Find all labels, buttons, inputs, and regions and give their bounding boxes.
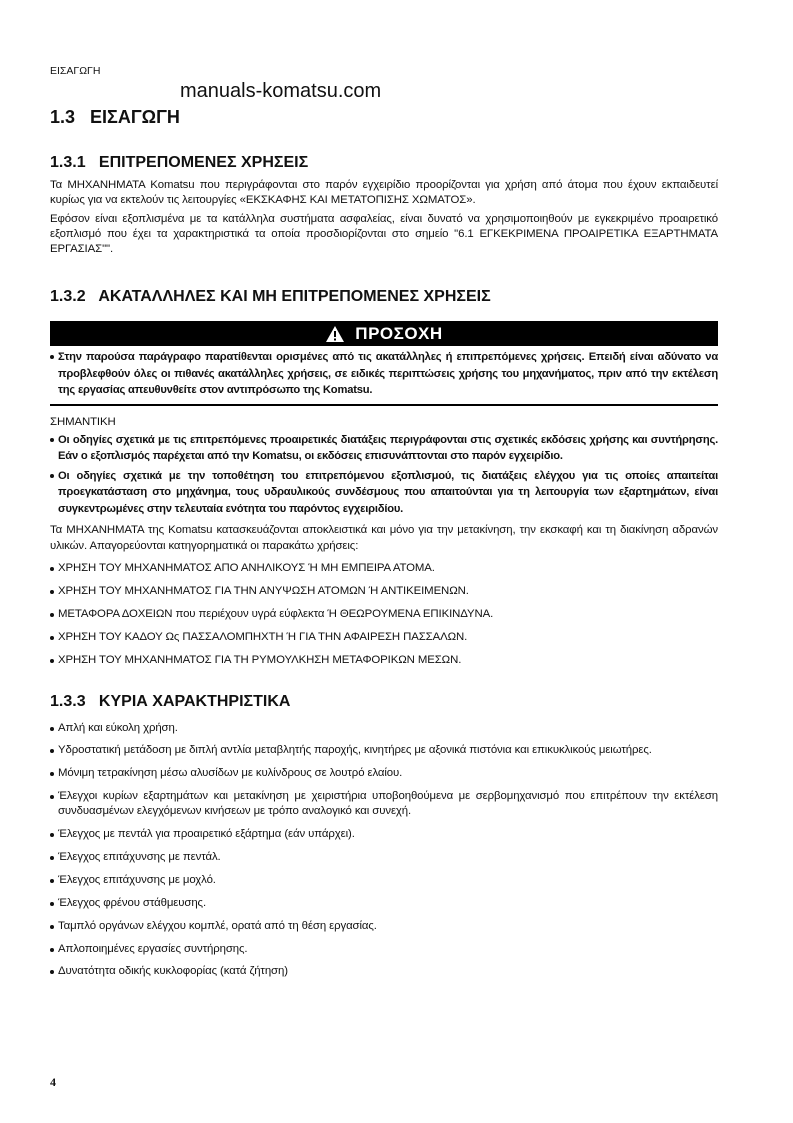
- feature-item: Υδροστατική μετάδοση με διπλή αντλία μεταβλητής παροχής, κινητήρες με αξονικά πιστόνια και επικυκλικούς μειωτήρες.: [50, 743, 718, 758]
- feature-item: Δυνατότητα οδικής κυκλοφορίας (κατά ζήτηση): [50, 964, 718, 979]
- forbidden-use-item: ΜΕΤΑΦΟΡΑ ΔΟΧΕΙΩΝ που περιέχουν υγρά εύφλεκτα Ή ΘΕΩΡΟΥΜΕΝΑ ΕΠΙΚΙΝΔΥΝΑ.: [50, 607, 718, 622]
- feature-item: Απλοποιημένες εργασίες συντήρησης.: [50, 942, 718, 957]
- feature-item: Έλεγχος φρένου στάθμευσης.: [50, 896, 718, 911]
- caution-text: Στην παρούσα παράγραφο παρατίθενται ορισμένες από τις ακατάλληλες ή επιπρεπόμενες χρήσεις. Επειδή είναι αδύνατο να προβλεφθούν όλες οι πιθανές ακατάλληλες χρήσεις, σε ειδικές περιπτώσεις χρήσης του μηχανήματος, πριν από την εκτέλεση της εργασίας απευθυνθείτε στον αντιπρόσωπο της Komatsu.: [50, 349, 718, 399]
- feature-item: Ταμπλό οργάνων ελέγχου κομπλέ, ορατά από τη θέση εργασίας.: [50, 919, 718, 934]
- section-heading-1-3-3: 1.3.3 ΚΥΡΙΑ ΧΑΡΑΚΤΗΡΙΣΤΙΚΑ: [50, 693, 291, 710]
- page-title: 1.3 ΕΙΣΑΓΩΓΗ: [50, 107, 180, 127]
- important-item: Οι οδηγίες σχετικά με την τοποθέτηση του επιτρεπόμενου εξοπλισμού, τις διατάξεις ελέγχου για τις οποίες απαιτείται προεγκατάσταση στο μηχάνημα, τους υδραυλικούς συνδέσμους που απαιτούνται για τη λειτουργία των εξαρτημάτων, είναι συγκεντρωμένες στην τελευταία ενότητα του παρόντος εγχειριδίου.: [50, 468, 718, 518]
- forbidden-use-item: ΧΡΗΣΗ ΤΟΥ ΜΗΧΑΝΗΜΑΤΟΣ ΓΙΑ ΤΗΝ ΑΝΥΨΩΣΗ ΑΤΟΜΩΝ Ή ΑΝΤΙΚΕΙΜΕΝΩΝ.: [50, 584, 718, 599]
- feature-item: Έλεγχος επιτάχυνσης με μοχλό.: [50, 873, 718, 888]
- caution-label: ΠΡΟΣΟΧΗ: [355, 323, 443, 343]
- feature-item: Απλή και εύκολη χρήση.: [50, 721, 718, 736]
- feature-item: Έλεγχοι κυρίων εξαρτημάτων και μετακίνηση με χειριστήρια υποβοηθούμενα με σερβομηχανισμό που επιτρέπουν την εκτέλεση συνδυασμένων ελεγχόμενων κινήσεων με τρόπο αναλογικό και συνεχή.: [50, 789, 718, 819]
- forbidden-use-item: ΧΡΗΣΗ ΤΟΥ ΜΗΧΑΝΗΜΑΤΟΣ ΓΙΑ ΤΗ ΡΥΜΟΥΛΚΗΣΗ ΜΕΤΑΦΟΡΙΚΩΝ ΜΕΣΩΝ.: [50, 653, 718, 668]
- feature-item: Μόνιμη τετρακίνηση μέσω αλυσίδων με κυλίνδρους σε λουτρό ελαίου.: [50, 766, 718, 781]
- feature-item: Έλεγχος επιτάχυνσης με πεντάλ.: [50, 850, 718, 865]
- running-header: ΕΙΣΑΓΩΓΗ: [50, 65, 101, 77]
- page-content: [50, 64, 718, 979]
- feature-item: Έλεγχος με πεντάλ για προαιρετικό εξάρτημα (εάν υπάρχει).: [50, 827, 718, 842]
- forbidden-use-item: ΧΡΗΣΗ ΤΟΥ ΜΗΧΑΝΗΜΑΤΟΣ ΑΠΟ ΑΝΗΛΙΚΟΥΣ Ή ΜΗ ΕΜΠΕΙΡΑ ΑΤΟΜΑ.: [50, 561, 718, 576]
- section-heading-1-3-2: 1.3.2 ΑΚΑΤΑΛΛΗΛΕΣ ΚΑΙ ΜΗ ΕΠΙΤΡΕΠΟΜΕΝΕΣ ΧΡΗΣΕΙΣ: [50, 288, 491, 305]
- forbidden-use-item: ΧΡΗΣΗ ΤΟΥ ΚΑΔΟΥ Ως ΠΑΣΣΑΛΟΜΠΗΧΤΗ Ή ΓΙΑ ΤΗΝ ΑΦΑΙΡΕΣΗ ΠΑΣΣΑΛΩΝ.: [50, 630, 718, 645]
- watermark: manuals-komatsu.com: [180, 80, 382, 102]
- paragraph: Τα ΜΗΧΑΝΗΜΑΤΑ Komatsu που περιγράφονται στο παρόν εγχειρίδιο προορίζονται για χρήση από άτομα που έχουν εκπαιδευτεί κυρίως για να εκτελούν τις λειτουργίες «ΕΚΣΚΑΦΗΣ ΚΑΙ ΜΕΤΑΤΟΠΙΣΗΣ ΧΩΜΑΤΟΣ».: [50, 179, 718, 206]
- important-item: Οι οδηγίες σχετικά με τις επιτρεπόμενες προαιρετικές διατάξεις περιγράφονται στις σχετικές εκδόσεις χρήσης και συντήρησης. Εάν ο εξοπλισμός παρέχεται από την Komatsu, οι εκδόσεις επισυνάπτονται στο παρόν εγχειρίδιο.: [50, 432, 718, 465]
- paragraph: Εφόσον είναι εξοπλισμένα με τα κατάλληλα συστήματα ασφαλείας, είναι δυνατό να χρησιμοποιηθούν με εγκεκριμένο προαιρετικό εξοπλισμό που έχει τα χαρακτηριστικά τα οποία προσδιορίζονται στο σημείο "6.1 ΕΓΚΕΚΡΙΜΕΝΑ ΠΡΟΑΙΡΕΤΙΚΑ ΕΞΑΡΤΗΜΑΤΑ ΕΡΓΑΣΙΑΣ"".: [50, 213, 718, 255]
- paragraph: Τα ΜΗΧΑΝΗΜΑΤΑ της Komatsu κατασκευάζονται αποκλειστικά και μόνο για την μετακίνηση, την εκσκαφή και τη διακίνηση αδρανών υλικών. Απαγορεύονται κατηγορηματικά οι παρακάτω χρήσεις:: [50, 524, 718, 552]
- important-label: ΣΗΜΑΝΤΙΚΗ: [50, 415, 116, 428]
- divider: [50, 404, 718, 406]
- caution-banner: [50, 321, 718, 346]
- warning-triangle-icon: [325, 325, 345, 343]
- page-number: 4: [50, 1075, 56, 1089]
- section-heading-1-3-1: 1.3.1 ΕΠΙΤΡΕΠΟΜΕΝΕΣ ΧΡΗΣΕΙΣ: [50, 154, 309, 171]
